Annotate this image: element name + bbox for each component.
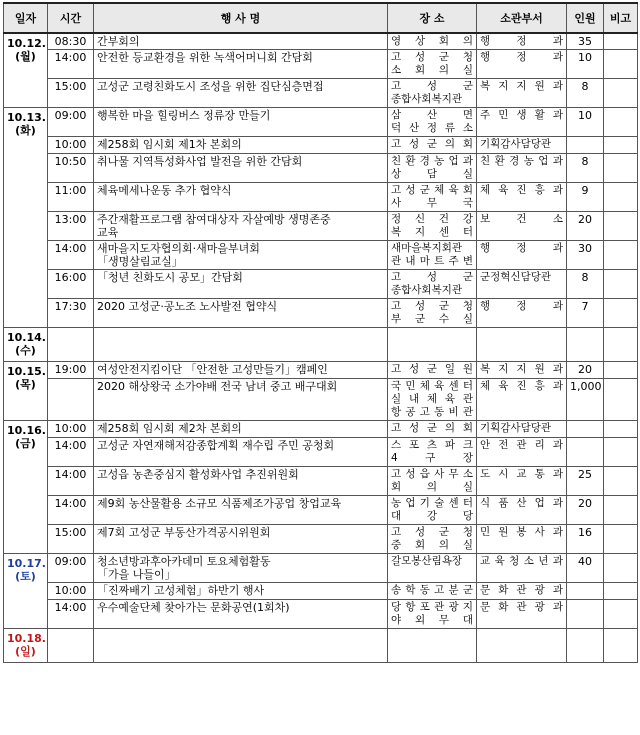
count-cell	[567, 583, 604, 600]
count-cell: 8	[567, 270, 604, 299]
date-cell	[4, 629, 48, 663]
count-cell: 25	[567, 467, 604, 496]
header-event: 행 사 명	[94, 3, 388, 33]
weekday-label: (토)	[15, 570, 36, 583]
table-row	[4, 438, 638, 467]
date-cell	[4, 328, 48, 362]
place-cell: 스 포 츠 파 크 4 구 장	[388, 438, 477, 467]
date-cell	[4, 421, 48, 554]
note-cell	[604, 496, 638, 525]
time-cell	[48, 379, 94, 421]
place-cell: 당 항 포 관 광 지 야 외 무 대	[388, 600, 477, 629]
table-row	[4, 33, 638, 50]
dept-cell: 민 원 봉 사 과	[477, 525, 567, 554]
table-row	[4, 496, 638, 525]
place-cell: 친 환 경 농 업 과 상 담 실	[388, 154, 477, 183]
note-cell	[604, 629, 638, 663]
note-cell	[604, 421, 638, 438]
header-time: 시간	[48, 3, 94, 33]
count-cell	[567, 137, 604, 154]
event-cell: 고성읍 농촌중심지 활성화사업 추진위원회	[94, 467, 388, 496]
table-row	[4, 467, 638, 496]
count-cell	[567, 438, 604, 467]
event-cell: 고성군 고령친화도시 조성을 위한 집단심층면접	[94, 79, 388, 108]
table-row	[4, 328, 638, 362]
place-cell: 고 성 군 의 회	[388, 137, 477, 154]
count-cell: 10	[567, 108, 604, 137]
time-cell: 19:00	[48, 362, 94, 379]
time-cell: 14:00	[48, 496, 94, 525]
header-dept: 소관부서	[477, 3, 567, 33]
count-cell: 1,000	[567, 379, 604, 421]
count-cell: 20	[567, 362, 604, 379]
event-cell: 2020 고성군·공노조 노사발전 협약식	[94, 299, 388, 328]
time-cell: 14:00	[48, 600, 94, 629]
note-cell	[604, 154, 638, 183]
note-cell	[604, 270, 638, 299]
count-cell: 10	[567, 50, 604, 79]
date-label: 10.17.	[7, 557, 46, 570]
table-row	[4, 629, 638, 663]
note-cell	[604, 379, 638, 421]
dept-cell: 행 정 과	[477, 33, 567, 50]
place-cell: 송 학 동 고 분 군	[388, 583, 477, 600]
event-cell: 고성군 자연재해저감종합계획 재수립 주민 공청회	[94, 438, 388, 467]
count-cell: 8	[567, 154, 604, 183]
count-cell: 16	[567, 525, 604, 554]
note-cell	[604, 79, 638, 108]
weekday-label: (목)	[15, 378, 36, 391]
date-label: 10.16.	[7, 424, 46, 437]
note-cell	[604, 600, 638, 629]
note-cell	[604, 583, 638, 600]
count-cell	[567, 600, 604, 629]
event-cell: 제258회 임시회 제2차 본회의	[94, 421, 388, 438]
time-cell: 08:30	[48, 33, 94, 50]
dept-cell: 행 정 과	[477, 241, 567, 270]
count-cell: 20	[567, 496, 604, 525]
table-row	[4, 270, 638, 299]
dept-cell: 군정혁신담당관	[477, 270, 567, 299]
dept-cell: 교 육 청 소 년 과	[477, 554, 567, 583]
count-cell: 7	[567, 299, 604, 328]
dept-cell: 복 지 지 원 과	[477, 362, 567, 379]
dept-cell: 도 시 교 통 과	[477, 467, 567, 496]
event-cell: 2020 해상왕국 소가야배 전국 남녀 중고 배구대회	[94, 379, 388, 421]
time-cell: 10:50	[48, 154, 94, 183]
table-row	[4, 600, 638, 629]
place-cell: 영 상 회 의	[388, 33, 477, 50]
time-cell: 14:00	[48, 241, 94, 270]
place-cell: 갈모봉산림욕장	[388, 554, 477, 583]
table-body	[4, 33, 638, 663]
dept-cell: 행 정 과	[477, 50, 567, 79]
count-cell: 30	[567, 241, 604, 270]
dept-cell: 체 육 진 흥 과	[477, 183, 567, 212]
place-cell: 고 성 읍 사 무 소 회 의 실	[388, 467, 477, 496]
place-cell: 고 성 군 종합사회복지관	[388, 270, 477, 299]
event-cell: 「청년 친화도시 공모」간담회	[94, 270, 388, 299]
table-row	[4, 108, 638, 137]
dept-cell	[477, 328, 567, 362]
place-cell: 정 신 건 강 복 지 센 터	[388, 212, 477, 241]
note-cell	[604, 183, 638, 212]
place-cell	[388, 629, 477, 663]
event-cell: 여성안전지킴이단 「안전한 고성만들기」캠페인	[94, 362, 388, 379]
count-cell: 9	[567, 183, 604, 212]
time-cell: 15:00	[48, 79, 94, 108]
note-cell	[604, 137, 638, 154]
place-cell: 국 민 체 육 센 터 실 내 체 육 관 항 공 고 동 비 관	[388, 379, 477, 421]
event-cell: 제9회 농산물활용 소규모 식품제조가공업 창업교육	[94, 496, 388, 525]
event-cell: 청소년방과후아카데미 토요체험활동 「가을 나들이」	[94, 554, 388, 583]
table-row	[4, 554, 638, 583]
event-cell: 제258회 임시회 제1차 본회의	[94, 137, 388, 154]
note-cell	[604, 241, 638, 270]
event-cell: 우수예술단체 찾아가는 문화공연(1회차)	[94, 600, 388, 629]
header-place: 장 소	[388, 3, 477, 33]
event-cell: 행복한 마을 힐링버스 정류장 만들기	[94, 108, 388, 137]
table-row	[4, 583, 638, 600]
table-row	[4, 362, 638, 379]
place-cell: 고 성 군 청 소 회 의 실	[388, 50, 477, 79]
place-cell: 삼 산 면 덕 산 정 류 소	[388, 108, 477, 137]
dept-cell: 기획감사담당관	[477, 421, 567, 438]
note-cell	[604, 525, 638, 554]
place-cell: 농 업 기 술 센 터 대 강 당	[388, 496, 477, 525]
dept-cell: 친 환 경 농 업 과	[477, 154, 567, 183]
time-cell: 15:00	[48, 525, 94, 554]
header-count: 인원	[567, 3, 604, 33]
event-cell: 취나물 지역특성화사업 발전을 위한 간담회	[94, 154, 388, 183]
weekday-label: (월)	[15, 50, 36, 63]
note-cell	[604, 328, 638, 362]
schedule-table	[3, 2, 638, 663]
count-cell	[567, 328, 604, 362]
date-label: 10.15.	[7, 365, 46, 378]
time-cell: 13:00	[48, 212, 94, 241]
date-cell	[4, 108, 48, 328]
note-cell	[604, 438, 638, 467]
date-cell	[4, 362, 48, 421]
event-cell	[94, 629, 388, 663]
place-cell: 고 성 군 일 원	[388, 362, 477, 379]
note-cell	[604, 362, 638, 379]
dept-cell: 문 화 관 광 과	[477, 583, 567, 600]
table-row	[4, 299, 638, 328]
place-cell: 고 성 군 종합사회복지관	[388, 79, 477, 108]
date-cell	[4, 33, 48, 108]
dept-cell: 주 민 생 활 과	[477, 108, 567, 137]
count-cell: 20	[567, 212, 604, 241]
table-row	[4, 212, 638, 241]
table-row	[4, 154, 638, 183]
dept-cell: 식 품 산 업 과	[477, 496, 567, 525]
dept-cell: 문 화 관 광 과	[477, 600, 567, 629]
weekday-label: (금)	[15, 437, 36, 450]
count-cell: 8	[567, 79, 604, 108]
note-cell	[604, 33, 638, 50]
table-row	[4, 241, 638, 270]
time-cell: 10:00	[48, 583, 94, 600]
event-cell: 새마을지도자협의회·새마을부녀회 「생명살림교실」	[94, 241, 388, 270]
place-cell	[388, 328, 477, 362]
dept-cell: 기획감사담당관	[477, 137, 567, 154]
count-cell: 35	[567, 33, 604, 50]
event-cell: 안전한 등교환경을 위한 녹색어머니회 간담회	[94, 50, 388, 79]
event-cell: 제7회 고성군 부동산가격공시위원회	[94, 525, 388, 554]
table-row	[4, 525, 638, 554]
table-row	[4, 183, 638, 212]
place-cell: 고 성 군 청 부 군 수 실	[388, 299, 477, 328]
dept-cell: 복 지 지 원 과	[477, 79, 567, 108]
event-cell: 주간재활프로그램 참여대상자 자살예방 생명존중 교육	[94, 212, 388, 241]
count-cell	[567, 421, 604, 438]
place-cell: 새마을복지회관 관 내 마 트 주 변	[388, 241, 477, 270]
dept-cell: 보 건 소	[477, 212, 567, 241]
place-cell: 고 성 군 청 중 회 의 실	[388, 525, 477, 554]
note-cell	[604, 299, 638, 328]
table-header	[4, 3, 638, 33]
table-row	[4, 79, 638, 108]
table-row	[4, 379, 638, 421]
time-cell: 10:00	[48, 137, 94, 154]
dept-cell: 안 전 관 리 과	[477, 438, 567, 467]
time-cell	[48, 629, 94, 663]
weekday-label: (화)	[15, 124, 36, 137]
dept-cell: 체 육 진 흥 과	[477, 379, 567, 421]
time-cell: 11:00	[48, 183, 94, 212]
dept-cell: 행 정 과	[477, 299, 567, 328]
event-cell: 「진짜배기 고성체험」하반기 행사	[94, 583, 388, 600]
table-row	[4, 50, 638, 79]
time-cell: 14:00	[48, 50, 94, 79]
event-cell: 체육메세나운동 추가 협약식	[94, 183, 388, 212]
date-label: 10.12.	[7, 37, 46, 50]
weekday-label: (일)	[15, 645, 36, 658]
date-cell	[4, 554, 48, 629]
dept-cell	[477, 629, 567, 663]
header-note: 비고	[604, 3, 638, 33]
date-label: 10.14.	[7, 331, 46, 344]
event-cell	[94, 328, 388, 362]
time-cell: 14:00	[48, 438, 94, 467]
date-label: 10.18.	[7, 632, 46, 645]
date-label: 10.13.	[7, 111, 46, 124]
time-cell: 14:00	[48, 467, 94, 496]
time-cell: 17:30	[48, 299, 94, 328]
table-row	[4, 137, 638, 154]
count-cell: 40	[567, 554, 604, 583]
weekday-label: (수)	[15, 344, 36, 357]
count-cell	[567, 629, 604, 663]
time-cell: 09:00	[48, 554, 94, 583]
table-row	[4, 421, 638, 438]
time-cell: 09:00	[48, 108, 94, 137]
event-cell: 간부회의	[94, 33, 388, 50]
note-cell	[604, 108, 638, 137]
place-cell: 고 성 군 의 회	[388, 421, 477, 438]
note-cell	[604, 212, 638, 241]
note-cell	[604, 50, 638, 79]
time-cell: 16:00	[48, 270, 94, 299]
place-cell: 고 성 군 체 육 회 사 무 국	[388, 183, 477, 212]
header-date: 일자	[4, 3, 48, 33]
time-cell: 10:00	[48, 421, 94, 438]
note-cell	[604, 467, 638, 496]
note-cell	[604, 554, 638, 583]
time-cell	[48, 328, 94, 362]
